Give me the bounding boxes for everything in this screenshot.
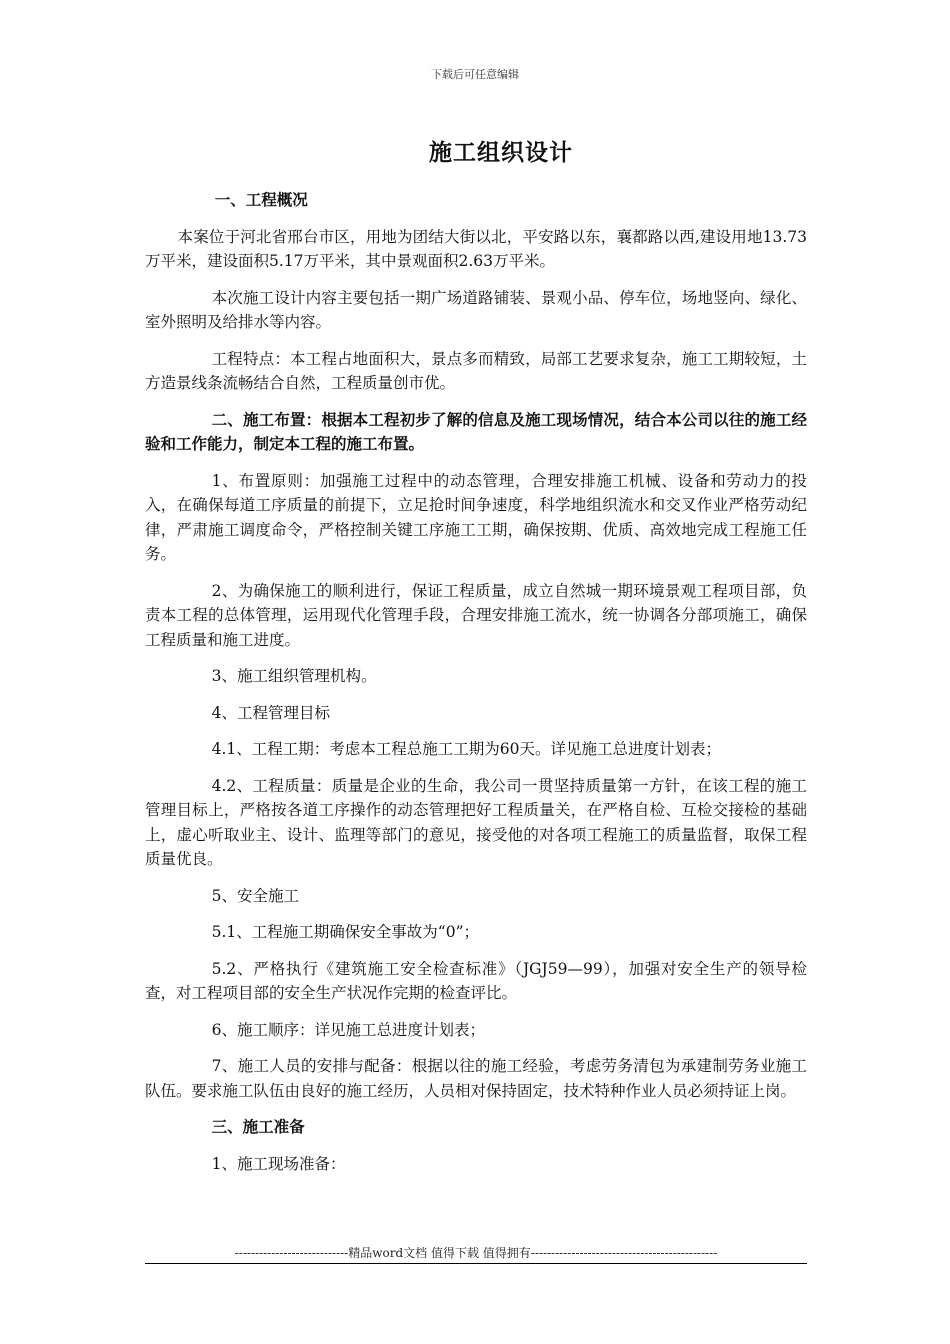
document-body [145, 188, 807, 1188]
paragraph-overview-location: 本案位于河北省邢台市区，用地为团结大街以北，平安路以东，襄都路以西,建设用地13.73万平米，建设面积5.17万平米，其中景观面积2.63万平米。 [145, 227, 807, 270]
header-note: 下载后可任意编辑 [431, 68, 519, 81]
section-heading-preparation: 三、施工准备 [211, 1117, 305, 1136]
paragraph-safety-standard: 5.2、严格执行《建筑施工安全检查标准》（JGJ59—99），加强对安全生产的领导检查，对工程项目部的安全生产状况作完期的检查评比。 [145, 959, 807, 1002]
paragraph-safety-zero-accident: 5.1、工程施工期确保安全事故为“0”； [211, 923, 480, 941]
paragraph-quality-goal: 4.2、工程质量：质量是企业的生命，我公司一贯坚持质量第一方针，在该工程的施工管理目标上，严格按各道工序操作的动态管理把好工程质量关，在严格自检、互检交接检的基础上，虚心听取业主、设计、监理等部门的意见，接受他的对各项工程施工的质量监督，取保工程质量优良。 [145, 776, 807, 868]
section-heading-overview: 一、工程概况 [214, 190, 308, 209]
paragraph-project-department: 2、为确保施工的顺利进行，保证工程质量，成立自然城一期环境景观工程项目部，负责本工程的总体管理，运用现代化管理手段，合理安排施工流水，统一协调各分部项施工，确保工程质量和施工进度。 [145, 581, 807, 649]
document-title: 施工组织设计 [429, 139, 573, 166]
section-heading-layout: 二、施工布置：根据本工程初步了解的信息及施工现场情况，结合本公司以往的施工经验和工作能力，制定本工程的施工布置。 [145, 409, 807, 453]
paragraph-management-goals: 4、工程管理目标 [211, 703, 331, 722]
paragraph-management-organization: 3、施工组织管理机构。 [211, 667, 377, 685]
paragraph-safety-heading: 5、安全施工 [211, 886, 300, 905]
footer-note: ----------------------------精品word文档 值得下载 值得拥有---------------------------------------------- [234, 1246, 718, 1260]
paragraph-staffing: 7、施工人员的安排与配备：根据以往的施工经验，考虑劳务清包为承建制劳务业施工队伍。要求施工队伍由良好的施工经历，人员相对保持固定，技术特种作业人员必须持证上岗。 [145, 1057, 807, 1100]
paragraph-construction-sequence: 6、施工顺序：详见施工总进度计划表； [211, 1020, 486, 1039]
paragraph-schedule-goal: 4.1、工程工期：考虑本工程总施工工期为60天。详见施工总进度计划表； [211, 740, 722, 758]
paragraph-overview-scope: 本次施工设计内容主要包括一期广场道路铺装、景观小品、停车位，场地竖向、绿化、室外照明及给排水等内容。 [145, 288, 807, 331]
paragraph-layout-principle: 1、布置原则：加强施工过程中的动态管理，合理安排施工机械、设备和劳动力的投入，在确保每道工序质量的前提下，立足抢时间争速度，科学地组织流水和交叉作业严格劳动纪律，严肃施工调度命令，严格控制关键工序施工工期，确保按期、优质、高效地完成工程施工任务。 [145, 471, 807, 563]
footer-divider [145, 1263, 807, 1264]
paragraph-site-preparation: 1、施工现场准备： [211, 1154, 346, 1173]
paragraph-overview-features: 工程特点：本工程占地面积大，景点多而精致，局部工艺要求复杂，施工工期较短，土方造景线条流畅结合自然，工程质量创市优。 [145, 349, 807, 392]
